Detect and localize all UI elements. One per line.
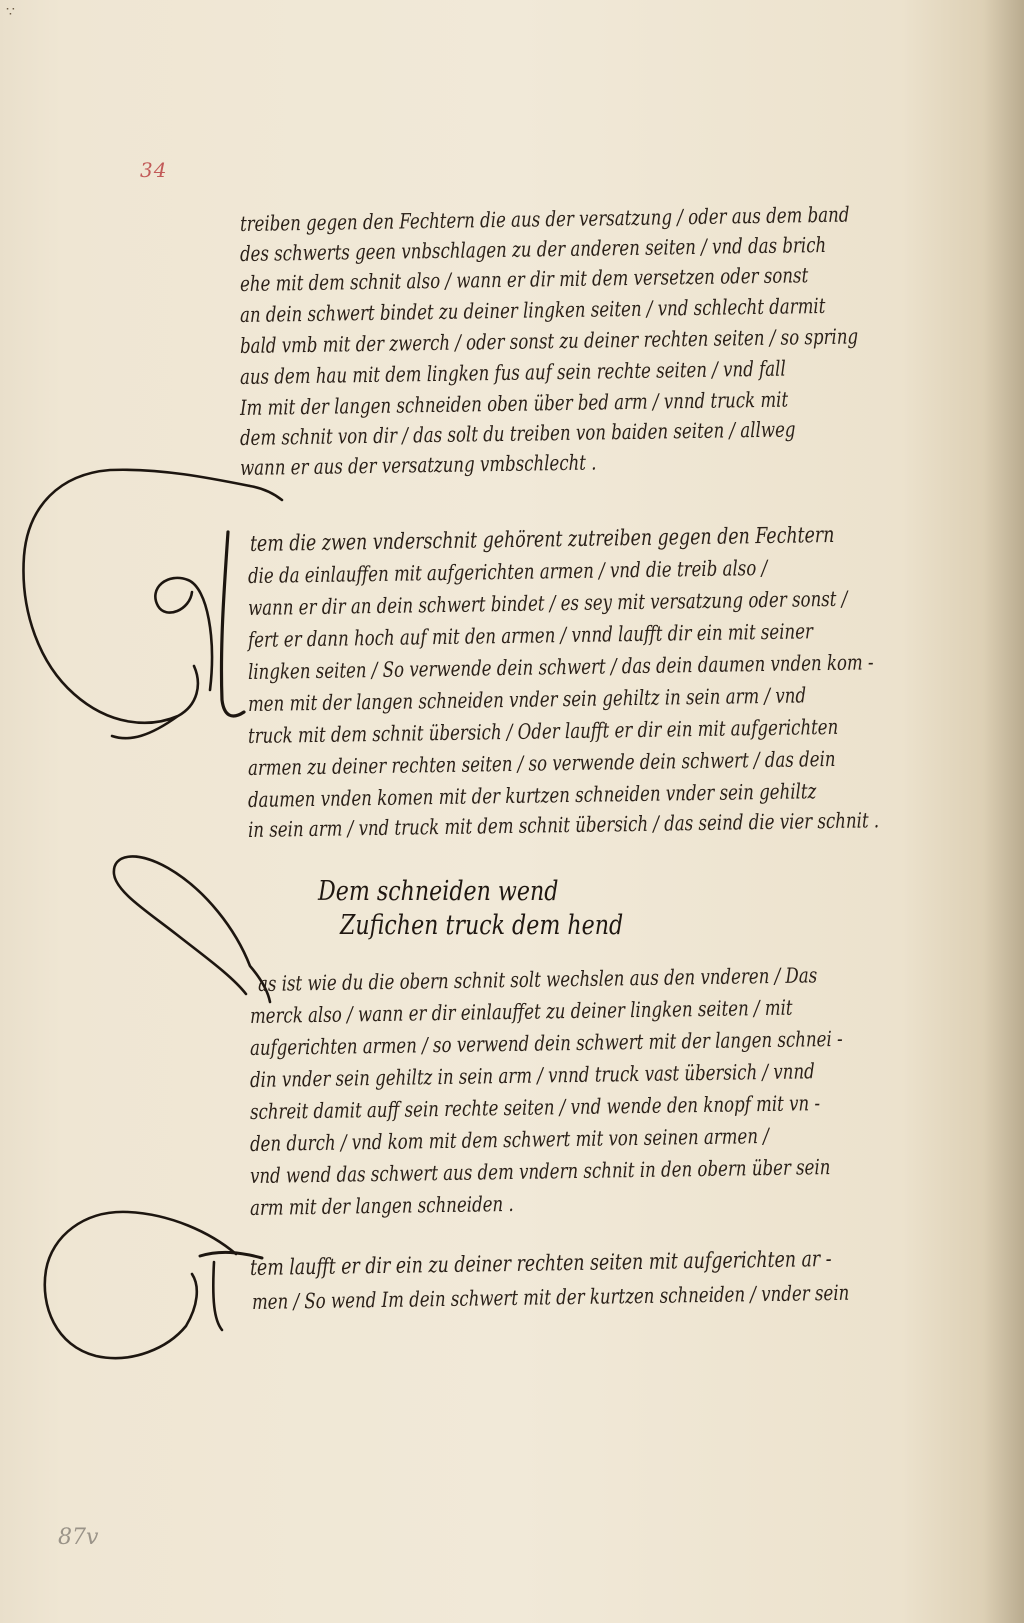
text-line: die da einlauffen mit aufgerichten armen / vnd die treib also /	[247, 555, 768, 588]
text-line: lingken seiten / So verwende dein schwert / das dein daumen vnden kom -	[247, 650, 874, 684]
text-line: Im mit der langen schneiden oben über bed arm / vnnd truck mit	[239, 387, 789, 420]
text-line: men mit der langen schneiden vnder sein gehiltz in sein arm / vnd	[247, 683, 807, 716]
text-line: tem laufft er dir ein zu deiner rechten seiten mit aufgerichten ar -	[249, 1247, 832, 1281]
text-line: fert er dann hoch auf mit den armen / vnnd laufft dir ein mit seiner	[247, 619, 814, 652]
foliation-number: 34	[140, 158, 168, 182]
corner-mark: ∵	[6, 4, 15, 20]
pencil-folio-number: 87v	[58, 1525, 99, 1550]
text-line: wann er dir an dein schwert bindet / es sey mit versatzung oder sonst /	[247, 586, 848, 620]
text-line: an dein schwert bindet zu deiner lingken seiten / vnd schlecht darmit	[239, 293, 826, 327]
text-line: bald vmb mit der zwerch / oder sonst zu deiner rechten seiten / so spring	[239, 324, 859, 358]
text-line: armen zu deiner rechten seiten / so verwende dein schwert / das dein	[247, 746, 836, 780]
text-line: ehe mit dem schnit also / wann er dir mit dem versetzen oder sonst	[239, 263, 809, 296]
text-line: dem schnit von dir / das solt du treiben von baiden seiten / allweg	[239, 417, 796, 450]
text-line: des schwerts geen vnbschlagen zu der anderen seiten / vnd das brich	[239, 232, 827, 266]
section-heading-line-2: Zufichen truck dem hend	[340, 910, 624, 941]
initial-T-stem	[221, 532, 244, 716]
text-line: arm mit der langen schneiden .	[249, 1191, 514, 1220]
initial-T-flourish-1	[23, 470, 282, 738]
text-line: aufgerichten armen / so verwend dein schwert mit der langen schnei -	[249, 1026, 843, 1060]
text-line: schreit damit auff sein rechte seiten / vnd wende den knopf mit vn -	[249, 1091, 821, 1124]
text-line: merck also / wann er dir einlauffet zu deiner lingken seiten / mit	[249, 995, 793, 1028]
text-line: in sein arm / vnd truck mit dem schnit übersich / das seind die vier schnit .	[247, 808, 880, 842]
initial-T2-flourish	[45, 1212, 236, 1358]
text-line: wann er aus der versatzung vmbschlecht .	[239, 450, 597, 480]
text-line: men / So wend Im dein schwert mit der kurtzen schneiden / vnder sein	[251, 1280, 850, 1314]
text-line: den durch / vnd kom mit dem schwert mit von seinen armen /	[249, 1123, 769, 1156]
text-line: tem die zwen vnderschnit gehörent zutreiben gegen den Fechtern	[249, 522, 835, 557]
section-heading-line-1: Dem schneiden wend	[318, 876, 559, 907]
text-line: aus dem hau mit dem lingken fus auf sein rechte seiten / vnd fall	[239, 356, 786, 389]
initial-D-flourish	[114, 857, 270, 1002]
text-line: din vnder sein gehiltz in sein arm / vnnd truck vast übersich / vnnd	[249, 1059, 815, 1092]
text-line: vnd wend das schwert aus dem vndern schnit in den obern über sein	[249, 1155, 831, 1188]
text-line: as ist wie du die obern schnit solt wechslen aus den vnderen / Das	[257, 963, 818, 996]
text-line: treiben gegen den Fechtern die aus der versatzung / oder aus dem band	[239, 202, 850, 236]
text-line: daumen vnden komen mit der kurtzen schneiden vnder sein gehiltz	[247, 779, 817, 812]
text-line: truck mit dem schnit übersich / Oder laufft er dir ein mit aufgerichten	[247, 714, 839, 748]
